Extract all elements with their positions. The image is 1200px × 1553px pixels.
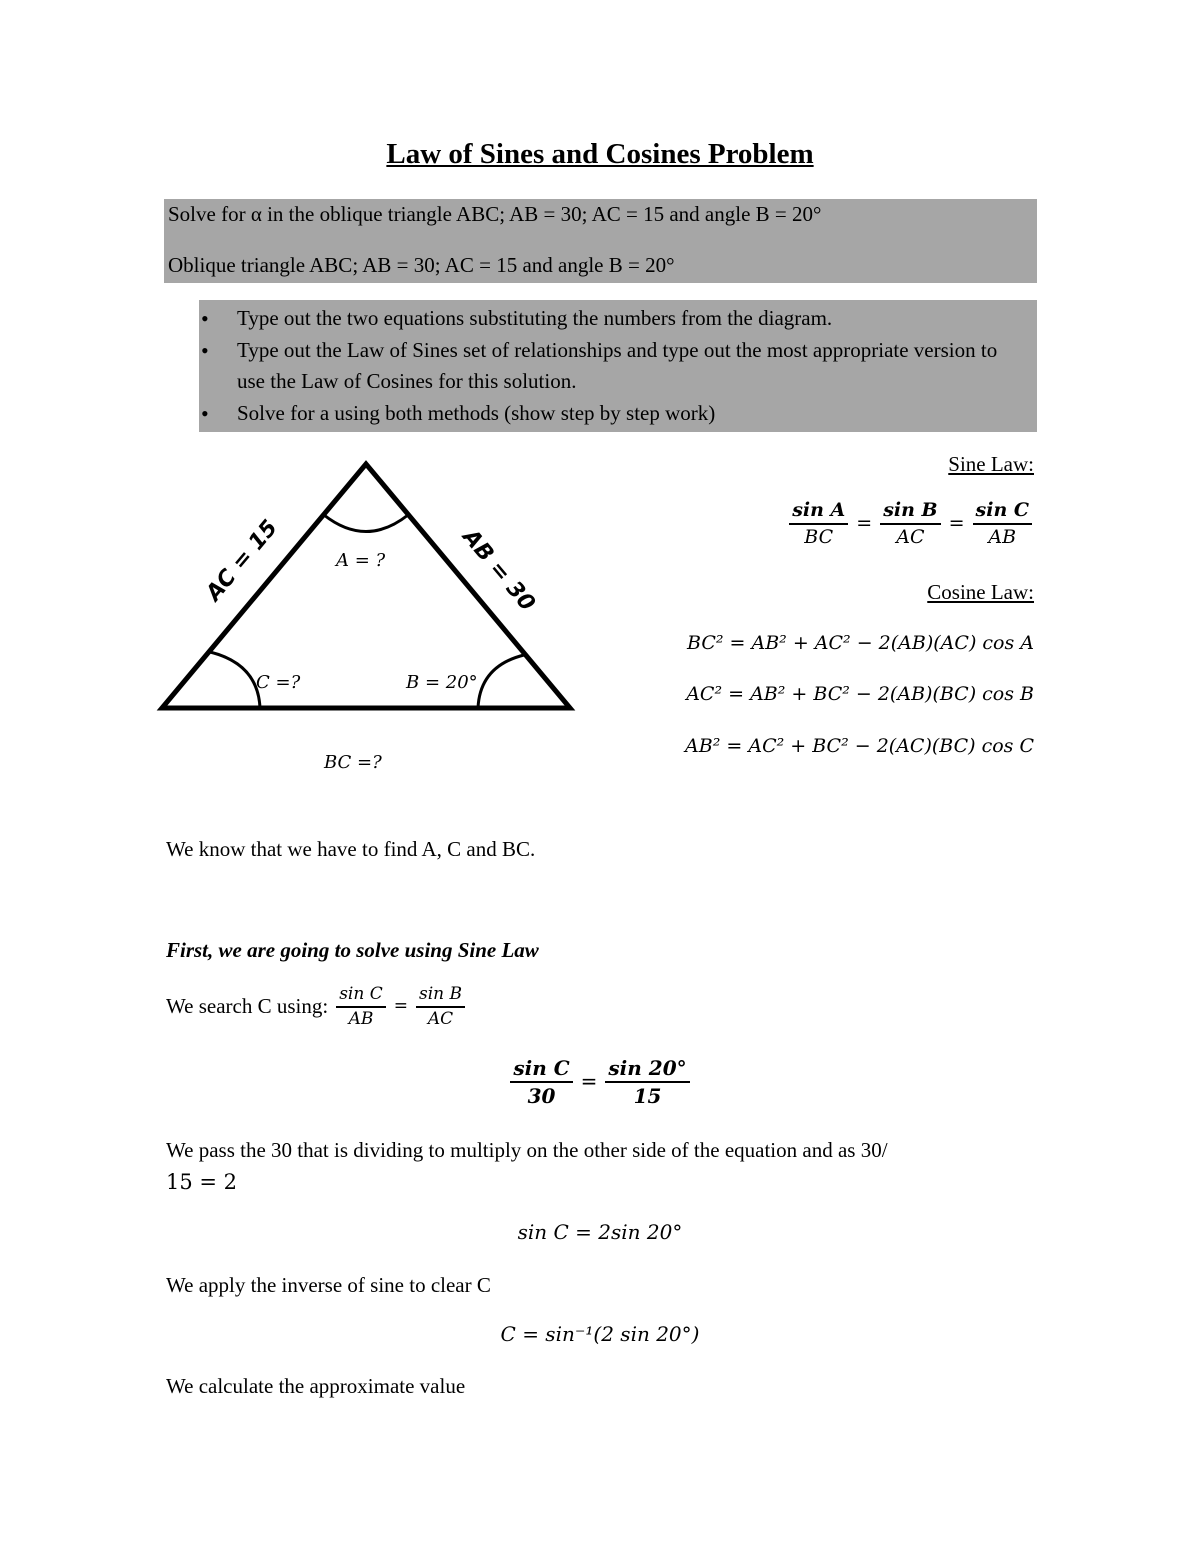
sine-law-heading: Sine Law: <box>948 452 1034 476</box>
pass-explanation-line-1: We pass the 30 that is dividing to multiply on the other side of the equation and as 30/ <box>166 1138 888 1162</box>
known-unknowns-text: We know that we have to find A, C and BC. <box>166 837 536 861</box>
problem-line-2: Oblique triangle ABC; AB = 30; AC = 15 and angle B = 20° <box>168 253 675 277</box>
sine-law-formula: $\frac{\text{sin A}}{BC}$ = $\frac{\text{sin B}}{AC}$ = $\frac{\text{sin C}}{AB}$ <box>787 500 1034 548</box>
sine-law-section-heading: First, we are going to solve using Sine Law <box>166 938 539 962</box>
problem-line-1: Solve for α in the oblique triangle ABC; AB = 30; AC = 15 and angle B = 20° <box>168 202 822 226</box>
instruction-item: • Solve for a using both methods (show step by step work) <box>237 398 1027 429</box>
instructions-box <box>199 300 1037 432</box>
search-c-formula: $\frac{\text{sin C}}{AB}$ = $\frac{\text{sin B}}{AC}$ <box>334 985 467 1028</box>
instruction-item: • Type out the two equations substituting the numbers from the diagram. <box>237 303 1027 334</box>
page-title: Law of Sines and Cosines Problem <box>386 138 814 170</box>
angle-b-arc <box>478 655 524 708</box>
fraction: $\frac{\text{sin B}}{AC}$ <box>880 500 940 548</box>
sin-c-equation: sin C = 2sin 20° <box>517 1220 683 1244</box>
angle-a-arc <box>324 515 408 532</box>
pass-explanation-line-2: 15 = 2 <box>166 1170 238 1194</box>
inverse-sine-text: We apply the inverse of sine to clear C <box>166 1273 491 1297</box>
substituted-ratio-equation: $\frac{\text{sin C}}{30}$ = $\frac{\sin 20^\circ}{15}$ <box>0 1057 1200 1107</box>
angle-b-label: B = 20° <box>406 672 478 693</box>
side-ac-label: AC = 15 <box>201 515 283 606</box>
cosine-law-equation-1: BC² = AB² + AC² − 2(AB)(AC) cos A <box>687 632 1034 654</box>
search-c-line: We search C using: $\frac{\text{sin C}}{AB}$ = $\frac{\text{sin B}}{AC}$ <box>166 985 467 1028</box>
cosine-law-equation-3: AB² = AC² + BC² − 2(AC)(BC) cos C <box>685 735 1034 757</box>
fraction: $\frac{\text{sin C}}{AB}$ <box>973 500 1032 548</box>
cosine-law-equation-2: AC² = AB² + BC² − 2(AB)(BC) cos B <box>686 683 1034 705</box>
problem-statement-box <box>164 199 1037 283</box>
fraction: $\frac{\text{sin C}}{AB}$ <box>336 985 386 1028</box>
angle-c-arc <box>210 652 260 708</box>
fraction: $\frac{\text{sin C}}{30}$ <box>510 1057 572 1107</box>
angle-a-label: A = ? <box>336 550 386 571</box>
c-inverse-equation: C = sin⁻¹(2 sin 20°) <box>500 1322 700 1346</box>
side-bc-label: BC =? <box>324 752 382 773</box>
approximate-value-text: We calculate the approximate value <box>166 1374 466 1398</box>
triangle-diagram <box>150 450 590 780</box>
instruction-item: • Type out the Law of Sines set of relationships and type out the most appropriate version to use the Law of Cosines for this solution. <box>237 335 1027 397</box>
fraction: $\frac{\sin 20^\circ}{15}$ <box>605 1057 689 1107</box>
side-ab-label: AB = 30 <box>457 524 540 617</box>
fraction: $\frac{\text{sin A}}{BC}$ <box>789 500 848 548</box>
angle-c-label: C =? <box>256 672 301 693</box>
cosine-law-heading: Cosine Law: <box>927 580 1034 604</box>
fraction: $\frac{\text{sin B}}{AC}$ <box>416 985 465 1028</box>
